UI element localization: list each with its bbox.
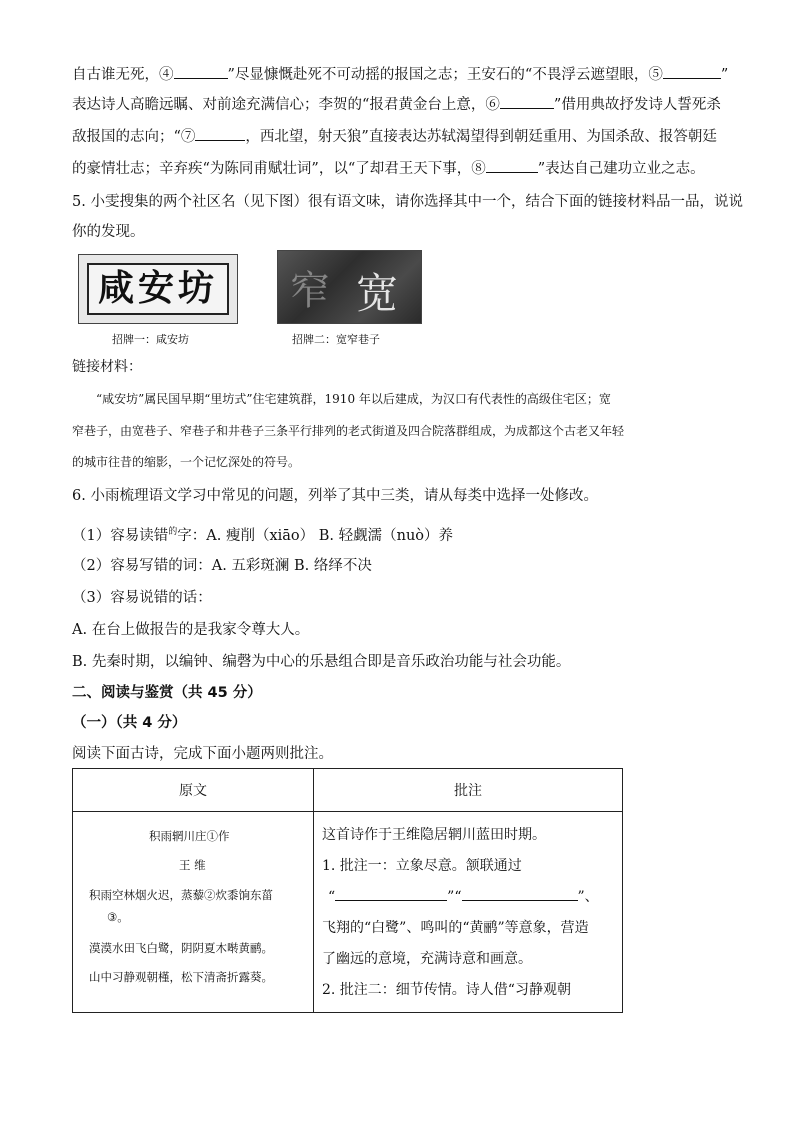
q6-item-2: （2）容易写错的词：A. 五彩斑澜 B. 络绎不决 — [72, 558, 372, 574]
material-title: 链接材料： — [72, 359, 142, 375]
poem-title: 积雨辋川庄①作 — [149, 829, 230, 843]
note-blank-2[interactable] — [462, 887, 578, 901]
sign1-text: 咸安坊 — [97, 268, 218, 309]
section-2-intro: 阅读下面古诗，完成下面小题两则批注。 — [72, 746, 333, 762]
caption-sign-2: 招牌二：宽窄巷子 — [292, 333, 380, 346]
sign2-text: 宽 — [356, 269, 399, 318]
notes-cell — [314, 812, 623, 1013]
q5-line-1: 5. 小雯搜集的两个社区名（见下图）很有语文味，请你选择其中一个，结合下面的链接材料品一品，说说 — [72, 194, 743, 210]
table-header-original: 原文 — [73, 769, 314, 812]
sign2-faded-text: 窄 — [290, 268, 330, 314]
poem-cell — [73, 812, 314, 1013]
q6-option-a: A. 在台上做报告的是我家令尊大人。 — [72, 622, 310, 638]
note-1-blanks: “ ”“ ”、 — [328, 889, 599, 905]
paragraph-line-1: 自古谁无死，④ ”尽显慷慨赴死不可动摇的报国之志；王安石的“不畏浮云遮望眼，⑤ ” — [72, 64, 728, 85]
q6-item-3: （3）容易说错的话： — [72, 590, 212, 606]
paragraph-line-3: 敌报国的志向；“⑦ ，西北望，射天狼”直接表达苏轼渴望得到朝廷重用、为国杀敌、报答朝廷 — [72, 126, 717, 147]
q6-option-b: B. 先秦时期，以编钟、编磬为中心的乐悬组合即是音乐政治功能与社会功能。 — [72, 654, 571, 670]
poem-author: 王 维 — [179, 858, 206, 872]
section-2-subtitle: （一）（共 4 分） — [72, 715, 187, 731]
paragraph-line-4: 的豪情壮志；辛弃疾“为陈同甫赋壮词”，以“了却君王天下事，⑧ ”表达自己建功立业之志。 — [72, 158, 705, 179]
q5-line-2: 你的发现。 — [72, 224, 145, 240]
blank-5[interactable] — [663, 64, 721, 79]
material-line-1: “咸安坊”属民国早期“里坊式”住宅建筑群，1910 年以后建成，为汉口有代表性的高级住宅区；宽 — [96, 392, 611, 406]
sign-kuan-zhai-xiangzi — [277, 250, 422, 324]
poem-line-3: 山中习静观朝槿，松下清斋折露葵。 — [89, 970, 273, 984]
note-1-line-4: 了幽远的意境，充满诗意和画意。 — [322, 951, 532, 967]
poem-line-2: 漠漠水田飞白鹭，阴阴夏木啭黄鹂。 — [89, 941, 273, 955]
note-2-line-1: 2. 批注二：细节传情。诗人借“习静观朝 — [322, 982, 571, 998]
caption-sign-1: 招牌一：咸安坊 — [112, 333, 189, 346]
blank-6[interactable] — [500, 94, 554, 109]
table-header-notes: 批注 — [314, 769, 623, 812]
note-intro: 这首诗作于王维隐居辋川蓝田时期。 — [322, 827, 546, 843]
note-1-line-3: 飞翔的“白鹭”、鸣叫的“黄鹂”等意象，营造 — [322, 920, 589, 936]
blank-8[interactable] — [486, 158, 538, 173]
poem-line-1: 积雨空林烟火迟，蒸藜②炊黍饷东菑 ③。 — [89, 888, 273, 924]
paragraph-line-2: 表达诗人高瞻远瞩、对前途充满信心；李贺的“报君黄金台上意，⑥ ”借用典故抒发诗人誓死杀 — [72, 94, 721, 115]
note-blank-1[interactable] — [335, 887, 447, 901]
blank-7[interactable] — [195, 126, 245, 141]
material-line-3: 的城市往昔的缩影，一个记忆深处的符号。 — [72, 455, 301, 469]
blank-4[interactable] — [174, 64, 228, 79]
note-1-line-1: 1. 批注一：立象尽意。颔联通过 — [322, 858, 522, 874]
material-line-2: 窄巷子，由宽巷子、窄巷子和井巷子三条平行排列的老式街道及四合院落群组成，为成都这个古老又年轻 — [72, 424, 625, 438]
poem-table — [72, 768, 623, 1013]
section-2-title: 二、阅读与鉴赏（共 45 分） — [72, 685, 262, 701]
q6-item-1: （1）容易读错$^的$字：A. 瘦削（xiāo） B. 轻觑濡（nuò）养 — [72, 527, 454, 544]
sign-xian-an-fang — [78, 254, 238, 324]
q6-line-1: 6. 小雨梳理语文学习中常见的问题，列举了其中三类，请从每类中选择一处修改。 — [72, 488, 598, 504]
